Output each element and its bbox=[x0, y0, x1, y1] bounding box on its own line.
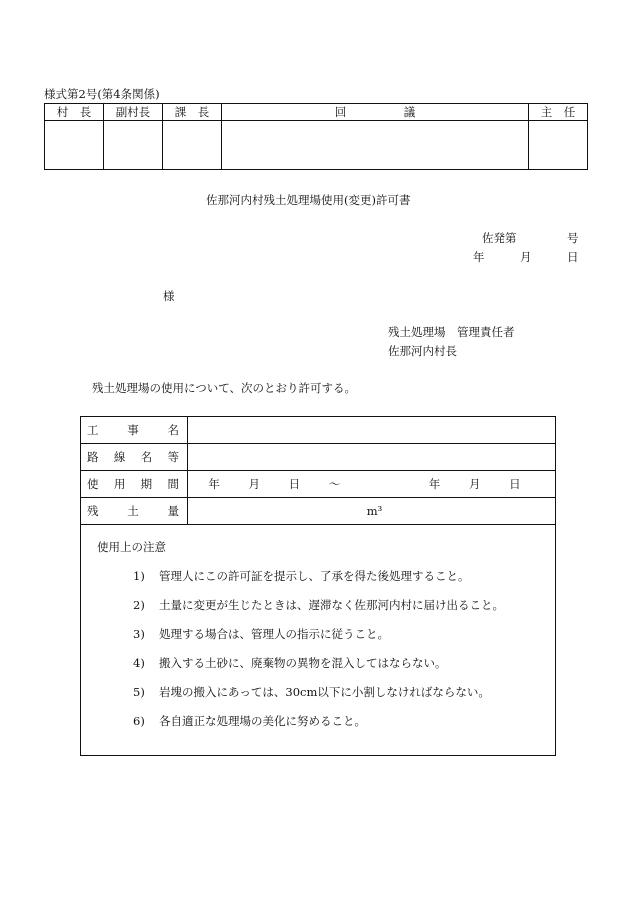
label-volume: 残 土 量 bbox=[81, 498, 188, 525]
doc-number-suffix: 号 bbox=[567, 231, 579, 245]
approval-header-section-chief: 課 長 bbox=[163, 104, 222, 121]
approval-stamp-cell bbox=[529, 121, 588, 170]
note-item: 3) 処理する場合は、管理人の指示に従うこと。 bbox=[133, 627, 389, 641]
row-period bbox=[81, 471, 555, 498]
date-year: 年 bbox=[473, 250, 485, 264]
note-item: 2) 土量に変更が生じたときは、遅滞なく佐那河内村に届け出ること。 bbox=[133, 598, 504, 612]
usage-notes bbox=[81, 525, 555, 729]
doc-number-prefix: 佐発第 bbox=[482, 231, 517, 245]
intro-text: 残土処理場の使用について、次のとおり許可する。 bbox=[92, 381, 357, 395]
date-month: 月 bbox=[520, 250, 532, 264]
issuer-title: 残土処理場 管理責任者 bbox=[388, 325, 515, 339]
date-day: 日 bbox=[567, 250, 579, 264]
row-project-name bbox=[81, 417, 555, 444]
value-project-name bbox=[188, 417, 556, 444]
form-number: 様式第2号(第4条関係) bbox=[44, 87, 160, 101]
label-project-name: 工 事 名 bbox=[81, 417, 188, 444]
approval-stamp-cell bbox=[45, 121, 104, 170]
approval-header-officer: 主 任 bbox=[529, 104, 588, 121]
addressee-suffix: 様 bbox=[163, 289, 175, 303]
approval-stamp-cell bbox=[163, 121, 222, 170]
approval-table bbox=[44, 103, 588, 170]
value-period: 年 月 日 〜 年 月 日 bbox=[188, 471, 556, 498]
approval-header-circulation: 回 議 bbox=[222, 104, 529, 121]
value-route-name bbox=[188, 444, 556, 471]
notes-heading: 使用上の注意 bbox=[97, 540, 166, 554]
permit-details-box bbox=[80, 416, 556, 756]
approval-stamp-cell bbox=[104, 121, 163, 170]
row-volume bbox=[81, 498, 555, 525]
value-volume-unit: m³ bbox=[188, 498, 556, 525]
note-item: 1) 管理人にこの許可証を提示し、了承を得た後処理すること。 bbox=[133, 569, 470, 583]
note-item: 6) 各自適正な処理場の美化に努めること。 bbox=[133, 714, 366, 728]
issuer-name: 佐那河内村長 bbox=[388, 344, 457, 358]
label-route-name: 路 線 名 等 bbox=[81, 444, 188, 471]
label-period: 使 用 期 間 bbox=[81, 471, 188, 498]
document-title: 佐那河内村残土処理場使用(変更)許可書 bbox=[206, 193, 411, 207]
note-item: 4) 搬入する土砂に、廃棄物の異物を混入してはならない。 bbox=[133, 656, 447, 670]
approval-header-village-head: 村 長 bbox=[45, 104, 104, 121]
approval-stamp-cell bbox=[222, 121, 529, 170]
row-route-name bbox=[81, 444, 555, 471]
note-item: 5) 岩塊の搬入にあっては、30cm以下に小割しなければならない。 bbox=[133, 685, 490, 699]
approval-header-deputy-head: 副村長 bbox=[104, 104, 163, 121]
